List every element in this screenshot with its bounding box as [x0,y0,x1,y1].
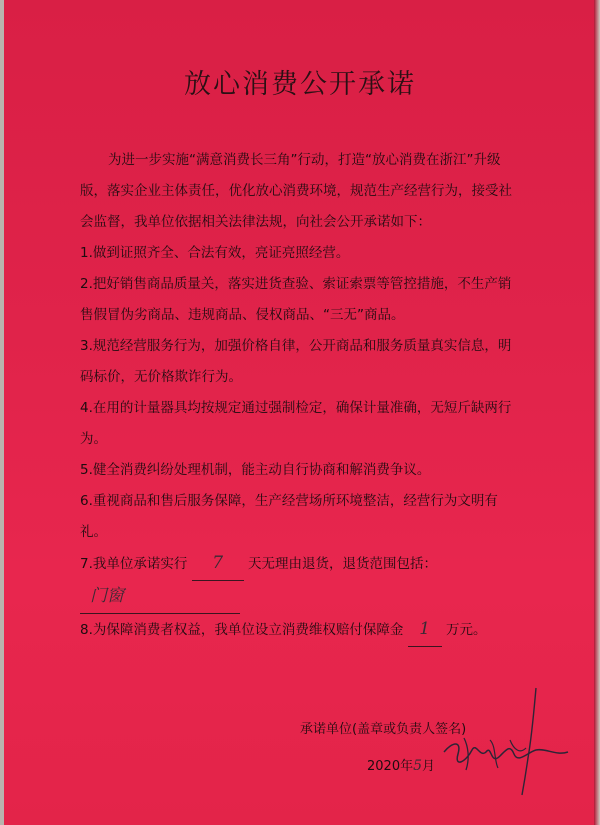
clause-8 [80,614,520,647]
signoff-label: 承诺单位(盖章或负责人签名) [300,722,467,737]
clause-4: 4.在用的计量器具均按规定通过强制检定，确保计量准确，无短斤缺两行为。 [80,400,512,447]
clause-7-mid: 天无理由退货，退货范围包括： [247,556,437,572]
page-edge [594,0,600,825]
guarantee-amount-blank [408,614,442,647]
clause-1: 1.做到证照齐全、合法有效，亮证亮照经营。 [80,245,350,261]
clause-3: 3.规范经营服务行为，加强价格自律，公开商品和服务质量真实信息，明码标价，无价格欺诈行为。 [80,338,512,385]
clause-8-prefix: 8.为保障消费者权益，我单位设立消费维权赔付保障金 [80,622,404,638]
handwritten-signature [440,680,580,800]
return-scope-blank [80,581,240,614]
document-body [80,145,520,647]
clause-7 [80,548,520,614]
clause-5: 5.健全消费纠纷处理机制，能主动自行协商和解消费争议。 [80,462,431,478]
return-days-blank [192,548,244,581]
clause-6: 6.重视商品和售后服务保障，生产经营场所环境整洁，经营行为文明有礼。 [80,493,498,540]
clause-8-suffix: 万元。 [445,622,487,638]
date-month-unit: 月 [422,759,436,774]
return-days-value: 7 [212,553,224,573]
date-month: 5 [413,758,423,774]
guarantee-amount-value: 1 [419,619,431,639]
date-year: 2020年 [367,759,414,774]
clause-2: 2.把好销售商品质量关，落实进货查验、索证索票等管控措施，不生产销售假冒伪劣商品、违规商品、侵权商品、“三无”商品。 [80,276,512,323]
date-line [367,755,435,774]
intro-paragraph: 为进一步实施“满意消费长三角”行动，打造“放心消费在浙江”升级版，落实企业主体责任，优化放心消费环境，规范生产经营行为，接受社会监督，我单位依据相关法律法规，向社会公开承诺如下： [80,152,512,230]
return-scope-value: 门窗 [90,586,124,606]
document-title: 放心消费公开承诺 [184,69,416,100]
clause-7-prefix: 7.我单位承诺实行 [80,556,188,572]
